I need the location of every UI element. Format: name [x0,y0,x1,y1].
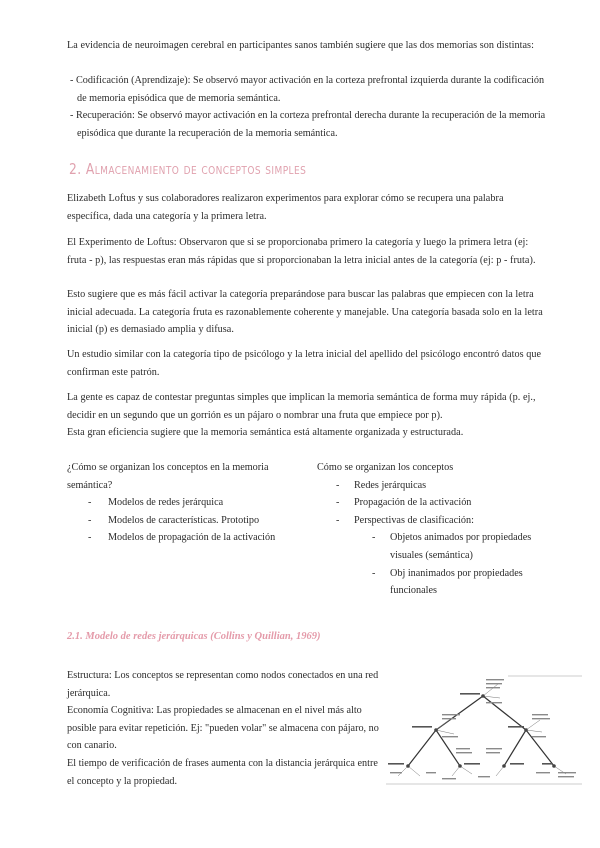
bullet-codificacion: - Codificación (Aprendizaje): Se observó mayor activación en la corteza prefrontal izquierda durante la codificación de memoria episódica que de memoria semántica. [70,75,545,104]
list-subitem: - Obj inanimados por propiedades funcionales [372,567,523,597]
paragraph-cognitive-economy: Economía Cognitiva: Las propiedades se almacenan en el nivel más alto posible para evitar repetición. Ej: "pueden volar" se almacena con pájaro, no con canario. [67,705,379,752]
paragraph-category-activation: Esto sugiere que es más fácil activar la categoría preparándose para buscar las palabras que empiecen con la letra inicial adecuada. La categoría fruta es razonablemente coherente y manejable. Una categoría basada solo en la letra inicial (p) es demasiado amplia y difusa. [67,289,543,336]
right-column [317,459,557,600]
list-item: - Modelos de propagación de la activación [88,532,276,544]
list-item: - Modelos de características. Prototipo [88,514,260,526]
right-column-heading: Cómo se organizan los conceptos [317,462,454,473]
paragraph-verification-time: El tiempo de verificación de frases aumenta con la distancia jerárquica entre el concepto y la propiedad. [67,757,378,787]
paragraph-loftus-intro: Elizabeth Loftus y sus colaboradores realizaron experimentos para explorar cómo se recupera una palabra específica, dada una categoría y la primera letra. [67,193,504,222]
list-item: - Perspectivas de clasificación: [336,514,474,526]
paragraph-efficiency: Esta gran eficiencia sugiere que la memoria semántica está altamente organizada y estructurada. [67,427,464,438]
left-column [67,459,297,547]
paragraph-simple-questions: La gente es capaz de contestar preguntas simples que implican la memoria semántica de forma muy rápida (p. ej., decidir en un segundo que un gorrión es un pájaro o nombrar una fruta que empiece por p). [67,392,536,421]
paragraph-loftus-experiment: El Experimento de Loftus: Observaron que si se proporcionaba primero la categoría y luego la primera letra (ej: fruta - p), las respuestas eran más rápidas que si proporcionaban la letra inicial antes de la categoría (ej: p - fruta). [67,237,536,266]
right-column-list [317,477,557,600]
list-item: - Propagación de la activación [336,497,472,509]
list-item: - Redes jerárquicas [336,479,427,491]
intro-paragraph: La evidencia de neuroimagen cerebral en participantes sanos también sugiere que las dos memorias son distintas: [67,40,534,51]
list-subitem: - Objetos animados por propiedades visuales (semántica) [372,532,532,561]
paragraph-structure: Estructura: Los conceptos se representan como nodos conectados en una red jerárquica. [67,670,379,699]
section-title: 2. Almacenamiento de conceptos simples [69,160,307,178]
left-column-heading: ¿Cómo se organizan los conceptos en la memoria semántica? [67,462,269,491]
hierarchical-network-diagram [386,668,582,786]
subsection-title: 2.1. Modelo de redes jerárquicas (Collins y Quillian, 1969) [67,631,321,642]
bullet-recuperacion: - Recuperación: Se observó mayor activación en la corteza prefrontal derecha durante la recuperación de la memoria episódica que durante la recuperación de la memoria semántica. [70,110,546,139]
paragraph-psychologist-study: Un estudio similar con la categoría tipo de psicólogo y la letra inicial del apellido del psicólogo encontró datos que confirman este patrón. [67,349,542,378]
model-description [67,667,383,790]
list-item: - Modelos de redes jerárquica [88,497,224,509]
left-column-list [67,494,297,547]
intro-bullet-list [67,72,549,142]
